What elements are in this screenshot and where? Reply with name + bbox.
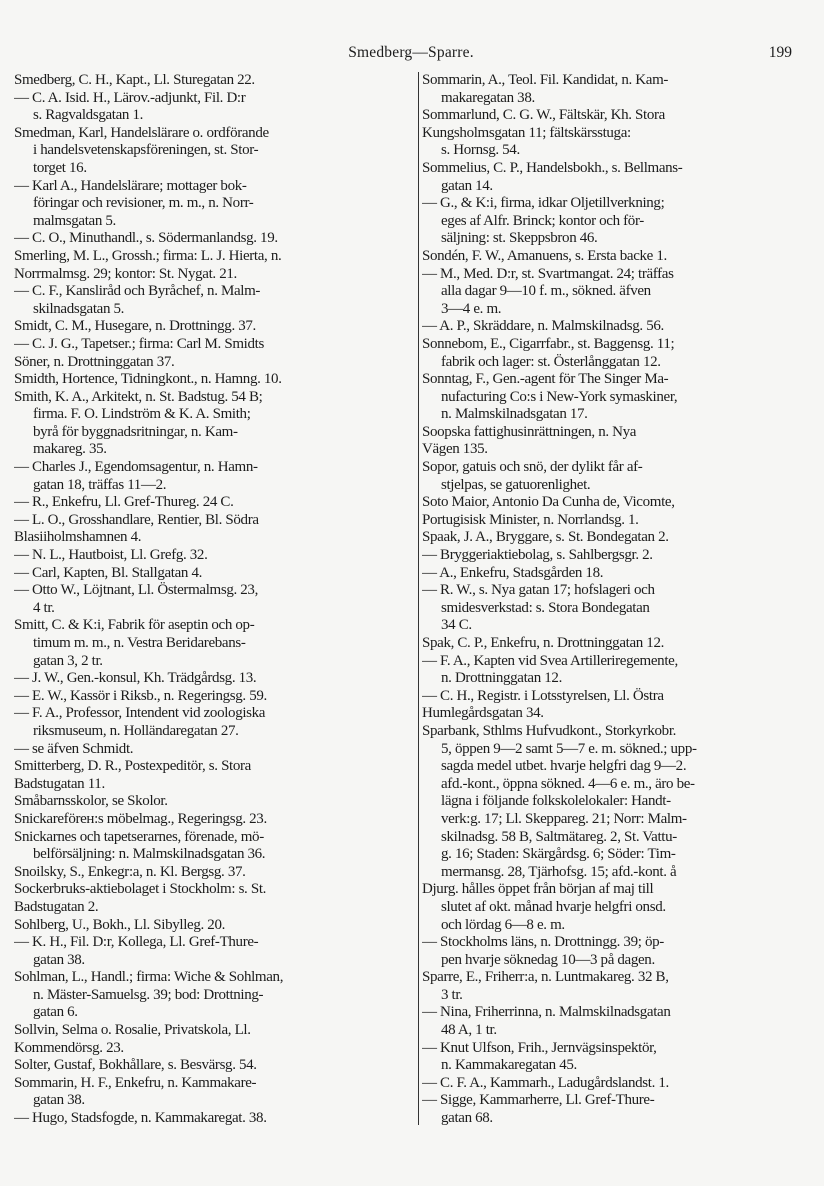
left-column (14, 72, 417, 1128)
directory-line: Badstugatan 2. (14, 898, 99, 915)
directory-line: i handelsvetenskapsföreningen, st. Stor- (33, 142, 259, 159)
directory-line: gatan 38. (33, 1092, 85, 1109)
directory-line: — G., & K:i, firma, idkar Oljetillverkning; (422, 195, 665, 212)
directory-line: g. 16; Staden: Skärgårdsg. 6; Söder: Tim- (441, 846, 676, 863)
directory-line: — Hugo, Stadsfogde, n. Kammakaregat. 38. (14, 1110, 267, 1127)
directory-line: verk:g. 17; Ll. Skeppareg. 21; Norr: Malm- (441, 810, 687, 827)
directory-line: Badstugatan 11. (14, 775, 105, 792)
directory-line: Sparre, E., Friherr:a, n. Luntmakareg. 32 B, (422, 969, 669, 986)
directory-line: afd.-kont., öppna sökned. 4—6 e. m., äro be- (441, 775, 695, 792)
directory-line: Sopor, gatuis och snö, der dylikt får af- (422, 459, 643, 476)
directory-line: — se äfven Schmidt. (14, 740, 134, 757)
directory-line: 5, öppen 9—2 samt 5—7 e. m. sökned.; upp- (441, 740, 697, 757)
directory-line: 48 A, 1 tr. (441, 1022, 497, 1039)
directory-line: Sohlberg, U., Bokh., Ll. Sibylleg. 20. (14, 916, 226, 933)
directory-line: Smedman, Karl, Handelslärare o. ordförande (14, 124, 269, 141)
directory-line: n. Kammakaregatan 45. (441, 1057, 577, 1074)
directory-line: — N. L., Hautboist, Ll. Grefg. 32. (14, 547, 208, 564)
directory-line: stjelpas, se gatuorenlighet. (441, 476, 591, 493)
directory-line: riksmuseum, n. Holländaregatan 27. (33, 722, 239, 739)
directory-line: nufacturing Co:s i New-York symaskiner, (441, 388, 678, 405)
directory-line: Sockerbruks-aktiebolaget i Stockholm: s. St. (14, 881, 267, 898)
directory-line: slutet af okt. månad hvarje helgfri onsd. (441, 898, 666, 915)
directory-line: — A., Enkefru, Stadsgården 18. (422, 564, 604, 581)
directory-line: Sollvin, Selma o. Rosalie, Privatskola, Ll. (14, 1022, 251, 1039)
directory-line: — K. H., Fil. D:r, Kollega, Ll. Gref-Thure- (14, 934, 259, 951)
directory-line: 4 tr. (33, 599, 55, 616)
right-column (422, 72, 814, 1128)
directory-line: Soto Maior, Antonio Da Cunha de, Vicomte, (422, 494, 675, 511)
directory-line: — F. A., Professor, Intendent vid zoologiska (14, 705, 266, 722)
directory-line: — Bryggeriaktiebolag, s. Sahlbergsgr. 2. (422, 547, 653, 564)
directory-line: Smith, K. A., Arkitekt, n. St. Badstug. 54 B; (14, 388, 263, 405)
directory-line: gatan 18, träffas 11—2. (33, 476, 167, 493)
directory-line: Solter, Gustaf, Bokhållare, s. Besvärsg. 54. (14, 1057, 257, 1074)
directory-line: föringar och revisioner, m. m., n. Norr- (33, 195, 254, 212)
directory-line: Blasiiholmshamnen 4. (14, 529, 142, 546)
directory-line: gatan 14. (441, 177, 493, 194)
directory-line: Sommelius, C. P., Handelsbokh., s. Bellmans- (422, 159, 683, 176)
page-number: 199 (768, 44, 792, 61)
directory-line: gatan 3, 2 tr. (33, 652, 103, 669)
directory-line: — Karl A., Handelslärare; mottager bok- (14, 177, 247, 194)
directory-line: Sommarin, A., Teol. Fil. Kandidat, n. Kam- (422, 72, 669, 88)
directory-line: 3—4 e. m. (441, 300, 502, 317)
directory-line: Soopska fattighusinrättningen, n. Nya (422, 423, 637, 440)
directory-line: makaregatan 38. (441, 89, 535, 106)
directory-line: byrå för byggnadsritningar, n. Kam- (33, 423, 238, 440)
directory-line: Småbarnsskolor, se Skolor. (14, 793, 168, 810)
directory-line: eges af Alfr. Brinck; kontor och för- (441, 212, 644, 229)
directory-line: — C. O., Minuthandl., s. Södermanlandsg. 19. (14, 230, 278, 247)
directory-line: Sonnebom, E., Cigarrfabr., st. Baggensg. 11; (422, 335, 675, 352)
directory-line: — Nina, Friherrinna, n. Malmskilnadsgatan (422, 1004, 671, 1021)
directory-line: — L. O., Grosshandlare, Rentier, Bl. Södra (14, 511, 259, 528)
directory-line: — M., Med. D:r, st. Svartmangat. 24; träffas (422, 265, 674, 282)
directory-line: lägna i följande folkskolelokaler: Handt- (441, 793, 671, 810)
directory-line: Smitt, C. & K:i, Fabrik för aseptin och op- (14, 617, 255, 634)
directory-line: timum m. m., n. Vestra Beridarebans- (33, 635, 246, 651)
directory-line: n. Drottninggatan 12. (441, 670, 562, 687)
directory-line: makareg. 35. (33, 441, 107, 458)
directory-line: Snickareförен:s möbelmag., Regeringsg. 23. (14, 810, 267, 827)
column-divider (418, 72, 419, 1125)
directory-line: torget 16. (33, 159, 87, 176)
directory-line: 34 C. (441, 617, 472, 634)
directory-line: Söner, n. Drottninggatan 37. (14, 353, 175, 370)
directory-line: n. Malmskilnadsgatan 17. (441, 406, 588, 423)
directory-line: Spaak, J. A., Bryggare, s. St. Bondegatan 2. (422, 529, 669, 546)
directory-line: 3 tr. (441, 986, 463, 1003)
directory-line: Smidth, Hortence, Tidningkont., n. Hamng. 10. (14, 371, 282, 388)
directory-line: Portugisisk Minister, n. Norrlandsg. 1. (422, 511, 639, 528)
directory-line: Snickarnes och tapetserarnes, förenade, mö- (14, 828, 264, 845)
directory-line: Sommarlund, C. G. W., Fältskär, Kh. Stora (422, 107, 665, 124)
directory-line: Smitterberg, D. R., Postexpeditör, s. Stora (14, 758, 251, 775)
directory-line: Sonntag, F., Gen.-agent för The Singer Ma- (422, 371, 669, 388)
directory-line: Kommendörsg. 23. (14, 1039, 124, 1056)
directory-line: Vägen 135. (422, 441, 488, 458)
directory-line: Snoilsky, S., Enkegr:a, n. Kl. Bergsg. 37. (14, 863, 246, 880)
page-header (14, 44, 808, 68)
directory-line: — R. W., s. Nya gatan 17; hofslageri och (422, 582, 655, 599)
directory-line: alla dagar 9—10 f. m., sökned. äfven (441, 283, 651, 300)
directory-line: Sondén, F. W., Amanuens, s. Ersta backe 1. (422, 247, 667, 264)
directory-line: säljning: st. Skeppsbron 46. (441, 230, 598, 247)
directory-line: — C. A. Isid. H., Lärov.-adjunkt, Fil. D:r (14, 89, 246, 106)
directory-line: gatan 38. (33, 951, 85, 968)
directory-line: Kungsholmsgatan 11; fältskärsstuga: (422, 124, 631, 141)
directory-line: belförsäljning: n. Malmskilnadsgatan 36. (33, 846, 266, 863)
directory-line: — C. F. A., Kammarh., Ladugårdslandst. 1. (422, 1074, 669, 1091)
directory-line: gatan 6. (33, 1004, 78, 1021)
directory-line: Smerling, M. L., Grossh.; firma: L. J. Hierta, n. (14, 247, 282, 264)
directory-line: Smidt, C. M., Husegare, n. Drottningg. 37. (14, 318, 256, 335)
directory-line: — C. J. G., Tapetser.; firma: Carl M. Smidts (14, 335, 264, 352)
directory-line: Djurg. hålles öppet från början af maj till (422, 881, 654, 898)
directory-line: — Knut Ulfson, Frih., Jernvägsinspektör, (422, 1039, 657, 1056)
directory-line: pen hvarje söknedag 10—3 på dagen. (441, 951, 655, 968)
directory-line: — F. A., Kapten vid Svea Artilleriregemente, (422, 652, 678, 669)
directory-line: fabrik och lager: st. Österlånggatan 12. (441, 353, 661, 370)
directory-line: och lördag 6—8 e. m. (441, 916, 565, 933)
directory-line: — Charles J., Egendomsagentur, n. Hamn- (14, 459, 258, 476)
directory-line: firma. F. O. Lindström & K. A. Smith; (33, 406, 251, 423)
directory-line: Smedberg, C. H., Kapt., Ll. Sturegatan 22. (14, 72, 255, 88)
directory-line: Spak, C. P., Enkefru, n. Drottninggatan 12. (422, 635, 665, 651)
directory-line: n. Mäster-Samuelsg. 39; bod: Drottning- (33, 986, 264, 1003)
directory-line: — Sigge, Kammarherre, Ll. Gref-Thure- (422, 1092, 655, 1109)
directory-line: — A. P., Skräddare, n. Malmskilnadsg. 56. (422, 318, 664, 335)
directory-line: — R., Enkefru, Ll. Gref-Thureg. 24 C. (14, 494, 234, 511)
directory-line: sagda medel utbet. hvarje helgfri dag 9—2. (441, 758, 687, 775)
directory-line: skilnadsgatan 5. (33, 300, 125, 317)
directory-line: gatan 68. (441, 1110, 493, 1127)
directory-line: — Otto W., Löjtnant, Ll. Östermalmsg. 23, (14, 582, 258, 599)
directory-line: Sohlman, L., Handl.; firma: Wiche & Sohlman, (14, 969, 284, 986)
directory-line: smidesverkstad: s. Stora Bondegatan (441, 599, 650, 616)
directory-line: s. Hornsg. 54. (441, 142, 520, 159)
directory-line: — J. W., Gen.-konsul, Kh. Trädgårdsg. 13. (14, 670, 257, 687)
directory-line: — E. W., Kassör i Riksb., n. Regeringsg. 59. (14, 687, 267, 704)
directory-line: mermansg. 28, Tjärhofsg. 15; afd.-kont. å (441, 863, 677, 880)
running-title: Smedberg—Sparre. (348, 44, 474, 61)
directory-line: — C. F., Kanslіråd och Byråchef, n. Malm- (14, 283, 261, 300)
directory-line: — C. H., Registr. i Lotsstyrelsen, Ll. Östra (422, 687, 664, 704)
directory-line: s. Ragvaldsgatan 1. (33, 107, 143, 124)
directory-line: Sommarin, H. F., Enkefru, n. Kammakare- (14, 1074, 257, 1091)
directory-line: — Stockholms läns, n. Drottningg. 39; öp- (422, 934, 664, 951)
directory-line: Sparbank, Sthlms Hufvudkont., Storkyrkobr. (422, 722, 677, 739)
directory-line: — Carl, Kapten, Bl. Stallgatan 4. (14, 564, 202, 581)
directory-line: skilnadsg. 58 B, Saltmätareg. 2, St. Vattu- (441, 828, 677, 845)
directory-line: malmsgatan 5. (33, 212, 116, 229)
directory-line: Norrmalmsg. 29; kontor: St. Nygat. 21. (14, 265, 237, 282)
directory-line: Humlegårdsgatan 34. (422, 705, 544, 722)
